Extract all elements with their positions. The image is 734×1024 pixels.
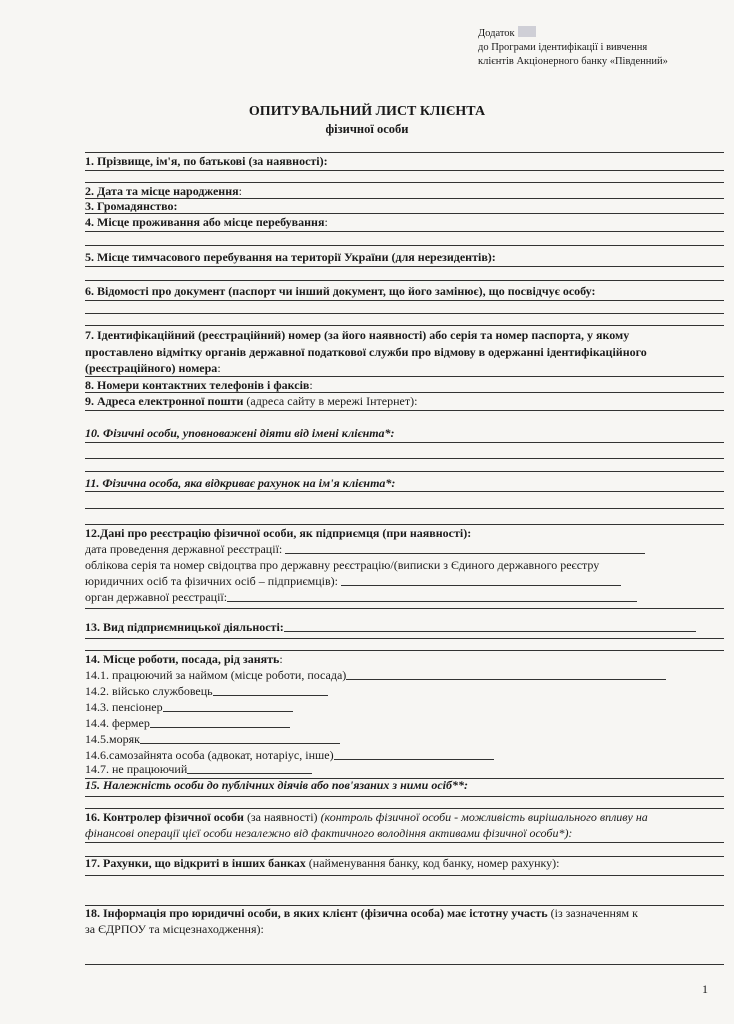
section-14-7: 14.7. не працюючий	[85, 762, 312, 776]
appendix-label: Додаток	[478, 28, 515, 39]
section-14-6: 14.6.самозайнята особа (адвокат, нотаріус, інше)	[85, 748, 494, 762]
page-number: 1	[702, 982, 708, 996]
form-title: ОПИТУВАЛЬНИЙ ЛИСТ КЛІЄНТА	[248, 104, 486, 119]
section-10: 10. Фізичні особи, уповноважені діяти від імені клієнта*:	[85, 426, 395, 440]
section-12-date: дата проведення державної реєстрації:	[85, 542, 645, 556]
rule	[85, 808, 724, 809]
appendix-note	[478, 26, 723, 69]
section-12: 12.Дані про реєстрацію фізичної особи, як підприємця (при наявності):	[85, 526, 472, 540]
section-14-4: 14.4. фермер	[85, 716, 290, 730]
section-16: 16. Контролер фізичної особи (за наявності) (контроль фізичної особи - можливість вирішального впливу на	[85, 810, 648, 824]
section-7-line-3: (реєстраційного) номера:	[85, 361, 221, 375]
appendix-line-2: до Програми ідентифікації і вивчення	[478, 42, 648, 53]
section-17: 17. Рахунки, що відкриті в інших банках (найменування банку, код банку, номер рахунку):	[85, 856, 560, 870]
rule	[85, 842, 724, 843]
rule	[85, 325, 724, 326]
section-11: 11. Фізична особа, яка відкриває рахунок на ім'я клієнта*:	[85, 476, 396, 490]
form-subtitle: фізичної особи	[325, 122, 409, 136]
rule	[85, 170, 724, 171]
rule	[85, 608, 724, 609]
section-18-line-2: за ЄДРПОУ та місцезнаходження):	[85, 922, 264, 936]
rule	[85, 458, 724, 459]
rule	[85, 313, 724, 314]
section-2: 2. Дата та місце народження:	[85, 184, 242, 198]
rule	[85, 198, 724, 199]
section-12-authority: орган державної реєстрації:	[85, 590, 637, 604]
section-3: 3. Громадянство:	[85, 199, 178, 213]
section-4: 4. Місце проживання або місце перебування:	[85, 215, 328, 229]
section-9: 9. Адреса електронної пошти (адреса сайту в мережі Інтернет):	[85, 394, 418, 408]
section-14-5: 14.5.моряк	[85, 732, 340, 746]
section-13: 13. Вид підприємницької діяльності:	[85, 620, 696, 634]
rule	[85, 491, 724, 492]
rule	[85, 650, 724, 651]
section-15: 15. Належність особи до публічних діячів або пов'язаних з ними осіб**:	[85, 778, 468, 792]
rule	[85, 524, 724, 525]
rule	[85, 875, 724, 876]
rule	[85, 280, 724, 281]
section-12-register: юридичних осіб та фізичних осіб – підприємців):	[85, 574, 621, 588]
section-8: 8. Номери контактних телефонів і факсів:	[85, 378, 313, 392]
section-14: 14. Місце роботи, посада, рід занять:	[85, 652, 283, 666]
rule	[85, 964, 724, 965]
section-1: 1. Прізвище, ім'я, по батькові (за наявності):	[85, 154, 328, 168]
rule	[85, 638, 724, 639]
section-7-line-1: 7. Ідентифікаційний (реєстраційний) номер (за його наявності) або серія та номер паспорта, у якому	[85, 328, 630, 342]
rule	[85, 300, 724, 301]
section-14-3: 14.3. пенсіонер	[85, 700, 293, 714]
section-7-line-2: проставлено відмітку органів державної податкової служби про відмову в одержанні ідентифікаційного	[85, 345, 647, 359]
section-12-certificate: облікова серія та номер свідоцтва про державну реєстрацію/(виписки з Єдиного державного реєстру	[85, 558, 600, 572]
rule	[85, 213, 724, 214]
rule	[85, 182, 724, 183]
section-5: 5. Місце тимчасового перебування на території України (для нерезидентів):	[85, 250, 496, 264]
rule	[85, 442, 724, 443]
rule	[85, 471, 724, 472]
rule	[85, 508, 724, 509]
appendix-number-blank	[518, 26, 536, 37]
rule	[85, 392, 724, 393]
rule	[85, 376, 724, 377]
section-14-2: 14.2. військо службовець	[85, 684, 328, 698]
rule	[85, 152, 724, 153]
appendix-line-3: клієнтів Акціонерного банку «Південний»	[478, 56, 668, 67]
section-14-1: 14.1. працюючий за наймом (місце роботи, посада)	[85, 668, 666, 682]
section-18: 18. Інформація про юридичні особи, в яких клієнт (фізична особа) має істотну участь (із зазначенням к	[85, 906, 638, 920]
section-16-line-2: фінансові операції цієї особи незалежно від фактичного володіння активами фізичної особи*):	[85, 826, 573, 840]
section-6: 6. Відомості про документ (паспорт чи інший документ, що його замінює), що посвідчує особу:	[85, 284, 596, 298]
rule	[85, 266, 724, 267]
rule	[85, 796, 724, 797]
rule	[85, 231, 724, 232]
rule	[85, 245, 724, 246]
rule	[85, 410, 724, 411]
